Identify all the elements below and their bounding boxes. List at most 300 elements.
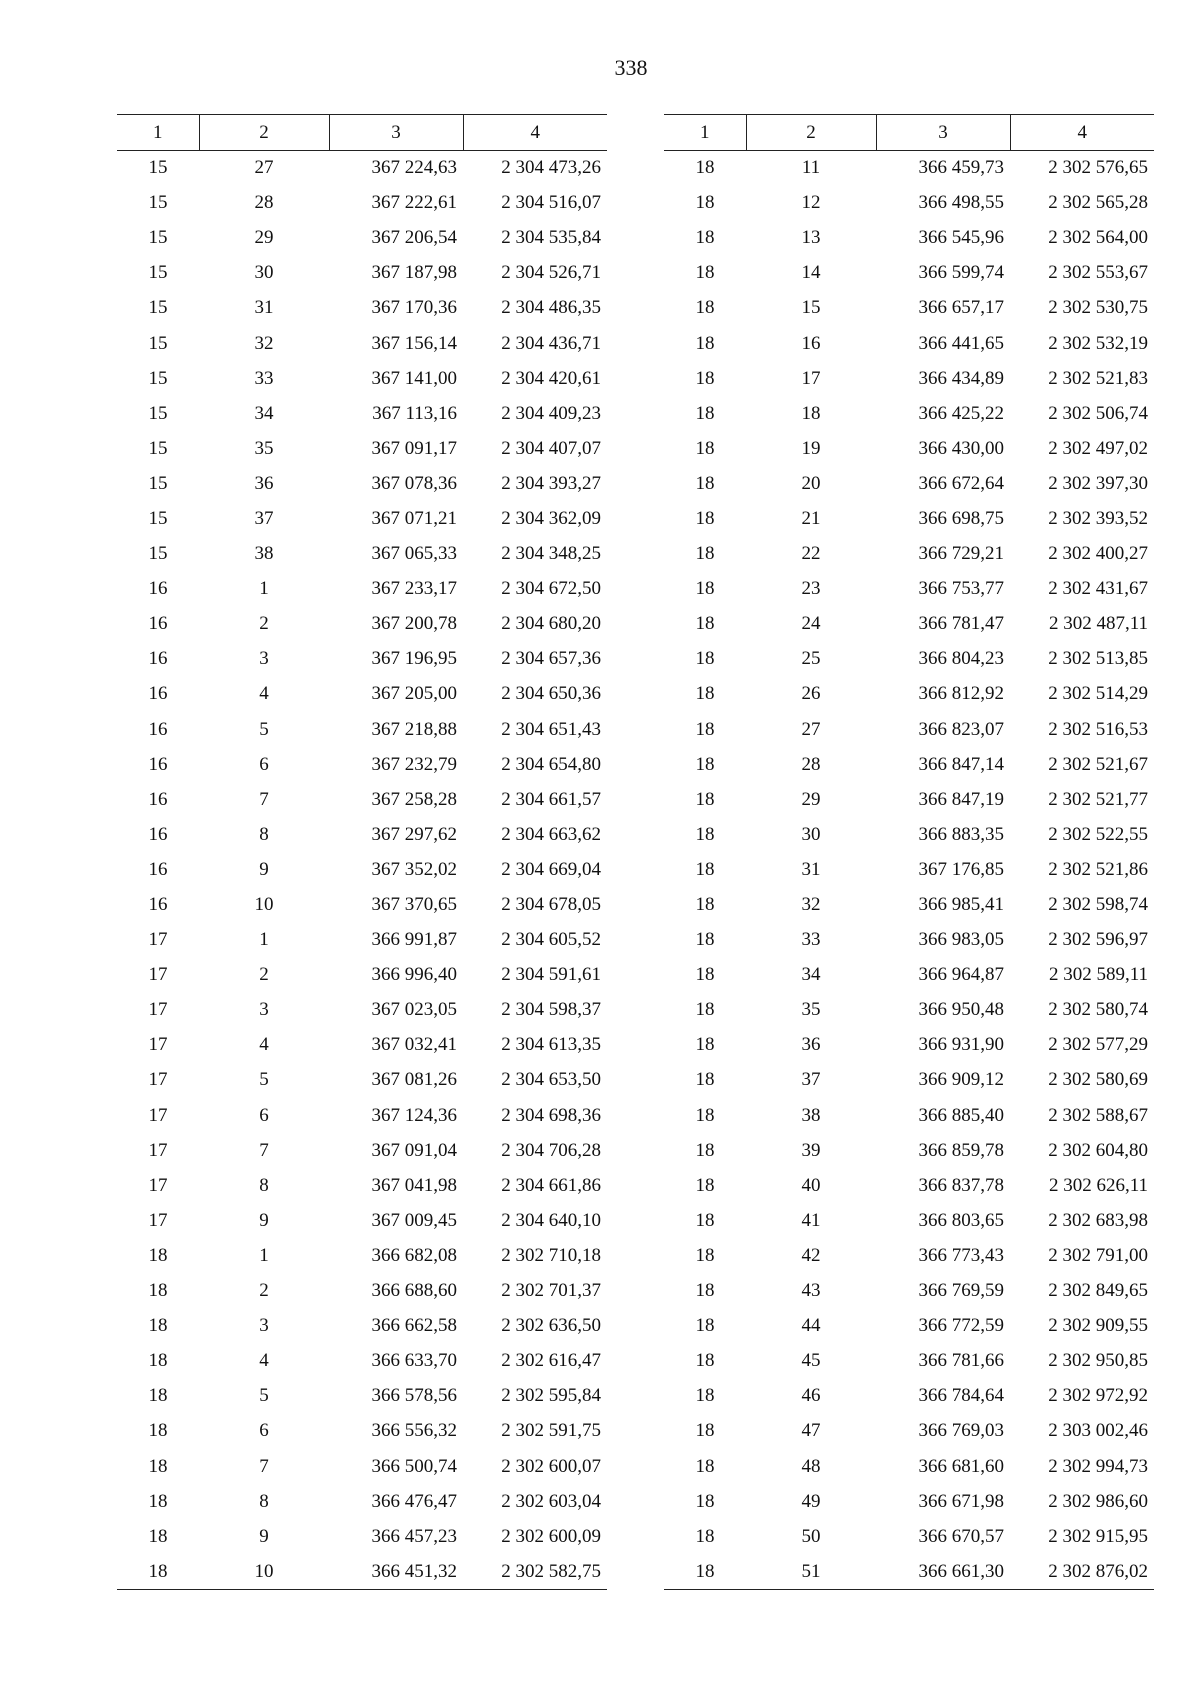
point-number-cell: 9 (259, 1209, 269, 1231)
coordinate-x-cell: 366 599,74 (918, 262, 1004, 284)
coordinate-x-cell: 366 885,40 (918, 1104, 1004, 1126)
contour-number-cell: 18 (695, 683, 715, 705)
contour-number-cell: 18 (117, 1554, 199, 1589)
coordinate-y-cell: 2 302 876,02 (1010, 1554, 1154, 1589)
point-number-cell: 51 (746, 1554, 876, 1589)
contour-number-cell: 18 (695, 1104, 715, 1126)
coordinate-x-cell: 366 500,74 (371, 1455, 457, 1477)
coordinate-x-cell: 366 909,12 (918, 1069, 1004, 1091)
table-row (664, 1414, 1154, 1449)
point-number-cell: 4 (259, 1350, 269, 1372)
contour-number-cell: 18 (695, 1420, 715, 1442)
coordinate-x-cell: 367 078,36 (371, 472, 457, 494)
table-row (664, 887, 1154, 922)
coordinate-y-cell: 2 302 589,11 (1048, 964, 1148, 986)
point-number-cell: 1 (259, 1244, 269, 1266)
coordinate-y-cell: 2 304 486,35 (501, 297, 601, 319)
point-number-cell: 37 (801, 1069, 821, 1091)
point-number-cell: 33 (801, 929, 821, 951)
contour-number-cell: 16 (148, 718, 168, 740)
contour-number-cell: 15 (148, 262, 168, 284)
coordinate-y-cell: 2 303 002,46 (1048, 1420, 1148, 1442)
point-number-cell: 37 (254, 507, 274, 529)
coordinate-y-cell: 2 304 362,09 (501, 507, 601, 529)
contour-number-cell: 18 (148, 1385, 168, 1407)
coordinate-y-cell: 2 302 513,85 (1048, 648, 1148, 670)
coordinate-x-cell: 367 091,17 (371, 437, 457, 459)
coordinate-x-cell: 367 258,28 (371, 788, 457, 810)
coordinate-x-cell: 367 065,33 (371, 543, 457, 565)
contour-number-cell: 17 (148, 964, 168, 986)
table-row (117, 466, 607, 501)
point-number-cell: 27 (801, 718, 821, 740)
contour-number-cell: 15 (148, 507, 168, 529)
coordinate-y-cell: 2 302 950,85 (1048, 1350, 1148, 1372)
coordinate-x-cell: 367 218,88 (371, 718, 457, 740)
coordinate-x-cell: 366 950,48 (918, 999, 1004, 1021)
point-number-cell: 23 (801, 578, 821, 600)
contour-number-cell: 15 (148, 227, 168, 249)
point-number-cell: 19 (801, 437, 821, 459)
contour-number-cell: 15 (148, 157, 168, 179)
coordinate-x-cell: 367 176,85 (918, 858, 1004, 880)
coordinate-y-cell: 2 302 626,11 (1048, 1174, 1148, 1196)
contour-number-cell: 16 (148, 788, 168, 810)
table-row (117, 782, 607, 817)
point-number-cell: 10 (199, 1554, 329, 1589)
contour-number-cell: 16 (148, 753, 168, 775)
table-row (664, 923, 1154, 958)
coordinate-x-cell: 367 352,02 (371, 858, 457, 880)
coordinate-x-cell: 366 698,75 (918, 507, 1004, 529)
contour-number-cell: 18 (148, 1280, 168, 1302)
coordinate-y-cell: 2 304 348,25 (501, 543, 601, 565)
table-row (117, 1203, 607, 1238)
coordinate-y-cell: 2 302 591,75 (501, 1420, 601, 1442)
coordinate-x-cell: 367 222,61 (371, 192, 457, 214)
table-row (117, 291, 607, 326)
point-number-cell: 17 (801, 367, 821, 389)
table-row (664, 1028, 1154, 1063)
table-row (664, 747, 1154, 782)
table-header-row (664, 115, 1154, 151)
coordinate-x-cell: 367 124,36 (371, 1104, 457, 1126)
point-number-cell: 32 (801, 894, 821, 916)
contour-number-cell: 16 (148, 578, 168, 600)
column-header-3: 3 (329, 115, 463, 151)
contour-number-cell: 18 (695, 929, 715, 951)
coordinate-y-cell: 2 304 653,50 (501, 1069, 601, 1091)
contour-number-cell: 17 (148, 1104, 168, 1126)
contour-number-cell: 18 (695, 1385, 715, 1407)
table-row (664, 326, 1154, 361)
table-row (664, 1238, 1154, 1273)
table-row (117, 572, 607, 607)
column-header-1: 1 (117, 115, 199, 151)
coordinate-y-cell: 2 304 535,84 (501, 227, 601, 249)
coordinates-table-left (117, 114, 607, 1590)
coordinate-x-cell: 367 023,05 (371, 999, 457, 1021)
table-row (664, 1379, 1154, 1414)
coordinate-y-cell: 2 304 516,07 (501, 192, 601, 214)
table-row (117, 256, 607, 291)
coordinate-y-cell: 2 304 393,27 (501, 472, 601, 494)
coordinate-y-cell: 2 302 553,67 (1048, 262, 1148, 284)
coordinate-y-cell: 2 302 516,53 (1048, 718, 1148, 740)
table-row (117, 1449, 607, 1484)
coordinate-y-cell: 2 302 521,83 (1048, 367, 1148, 389)
point-number-cell: 47 (801, 1420, 821, 1442)
contour-number-cell: 16 (148, 648, 168, 670)
coordinate-y-cell: 2 304 669,04 (501, 858, 601, 880)
coordinate-y-cell: 2 304 613,35 (501, 1034, 601, 1056)
contour-number-cell: 18 (148, 1525, 168, 1547)
table-row (664, 817, 1154, 852)
coordinate-y-cell: 2 302 595,84 (501, 1385, 601, 1407)
coordinate-x-cell: 366 556,32 (371, 1420, 457, 1442)
point-number-cell: 34 (801, 964, 821, 986)
point-number-cell: 29 (801, 788, 821, 810)
coordinate-x-cell: 366 451,32 (329, 1554, 463, 1589)
table-row (117, 993, 607, 1028)
coordinate-y-cell: 2 304 672,50 (501, 578, 601, 600)
contour-number-cell: 18 (695, 823, 715, 845)
table-row (117, 501, 607, 536)
table-row (117, 221, 607, 256)
table-row (664, 1203, 1154, 1238)
point-number-cell: 36 (801, 1034, 821, 1056)
table-row (664, 1098, 1154, 1133)
coordinate-y-cell: 2 302 521,77 (1048, 788, 1148, 810)
contour-number-cell: 18 (695, 1315, 715, 1337)
coordinate-x-cell: 366 729,21 (918, 543, 1004, 565)
point-number-cell: 30 (801, 823, 821, 845)
coordinate-x-cell: 367 232,79 (371, 753, 457, 775)
table-row (664, 1484, 1154, 1519)
point-number-cell: 33 (254, 367, 274, 389)
coordinate-x-cell: 366 476,47 (371, 1490, 457, 1512)
point-number-cell: 48 (801, 1455, 821, 1477)
coordinate-x-cell: 366 784,64 (918, 1385, 1004, 1407)
coordinate-x-cell: 366 670,57 (918, 1525, 1004, 1547)
coordinate-y-cell: 2 302 487,11 (1048, 613, 1148, 635)
coordinate-x-cell: 366 425,22 (918, 402, 1004, 424)
coordinate-x-cell: 366 804,23 (918, 648, 1004, 670)
contour-number-cell: 18 (695, 1139, 715, 1161)
point-number-cell: 25 (801, 648, 821, 670)
contour-number-cell: 15 (148, 367, 168, 389)
point-number-cell: 8 (259, 823, 269, 845)
coordinate-y-cell: 2 302 915,95 (1048, 1525, 1148, 1547)
point-number-cell: 49 (801, 1490, 821, 1512)
column-header-3: 3 (876, 115, 1010, 151)
coordinate-y-cell: 2 304 651,43 (501, 718, 601, 740)
table-row (117, 747, 607, 782)
point-number-cell: 8 (259, 1174, 269, 1196)
contour-number-cell: 18 (695, 1350, 715, 1372)
point-number-cell: 32 (254, 332, 274, 354)
coordinate-x-cell: 366 985,41 (918, 894, 1004, 916)
coordinate-y-cell: 2 302 582,75 (463, 1554, 607, 1589)
column-header-2: 2 (746, 115, 876, 151)
coordinate-y-cell: 2 304 409,23 (501, 402, 601, 424)
contour-number-cell: 18 (695, 437, 715, 459)
coordinate-y-cell: 2 302 603,04 (501, 1490, 601, 1512)
coordinate-y-cell: 2 304 678,05 (501, 894, 601, 916)
point-number-cell: 7 (259, 788, 269, 810)
column-header-4: 4 (463, 115, 607, 151)
coordinate-y-cell: 2 302 564,00 (1048, 227, 1148, 249)
coordinate-x-cell: 367 196,95 (371, 648, 457, 670)
point-number-cell: 15 (801, 297, 821, 319)
coordinate-y-cell: 2 302 580,74 (1048, 999, 1148, 1021)
table-row (117, 1168, 607, 1203)
coordinate-x-cell: 366 661,30 (876, 1554, 1010, 1589)
table-row (664, 782, 1154, 817)
coordinate-x-cell: 366 688,60 (371, 1280, 457, 1302)
table-row (664, 361, 1154, 396)
table-row (117, 958, 607, 993)
contour-number-cell: 17 (148, 999, 168, 1021)
coordinate-y-cell: 2 302 522,55 (1048, 823, 1148, 845)
coordinate-y-cell: 2 304 698,36 (501, 1104, 601, 1126)
contour-number-cell: 18 (695, 1209, 715, 1231)
table-row (664, 1133, 1154, 1168)
table-row (664, 1449, 1154, 1484)
coordinate-y-cell: 2 304 654,80 (501, 753, 601, 775)
point-number-cell: 38 (254, 543, 274, 565)
contour-number-cell: 18 (695, 192, 715, 214)
coordinate-x-cell: 367 156,14 (371, 332, 457, 354)
contour-number-cell: 18 (695, 367, 715, 389)
coordinate-x-cell: 366 837,78 (918, 1174, 1004, 1196)
table-row (117, 887, 607, 922)
table-row (117, 817, 607, 852)
coordinate-x-cell: 366 781,47 (918, 613, 1004, 635)
coordinate-y-cell: 2 302 588,67 (1048, 1104, 1148, 1126)
table-row (117, 1309, 607, 1344)
point-number-cell: 18 (801, 402, 821, 424)
table-row (117, 677, 607, 712)
contour-number-cell: 18 (695, 999, 715, 1021)
table-row (117, 151, 607, 186)
coordinate-x-cell: 367 233,17 (371, 578, 457, 600)
point-number-cell: 1 (259, 578, 269, 600)
contour-number-cell: 15 (148, 297, 168, 319)
coordinate-y-cell: 2 304 657,36 (501, 648, 601, 670)
coordinate-x-cell: 366 769,59 (918, 1280, 1004, 1302)
coordinate-x-cell: 367 081,26 (371, 1069, 457, 1091)
table-row (664, 572, 1154, 607)
coordinate-x-cell: 366 772,59 (918, 1315, 1004, 1337)
contour-number-cell: 15 (148, 332, 168, 354)
point-number-cell: 24 (801, 613, 821, 635)
contour-number-cell: 18 (695, 1490, 715, 1512)
contour-number-cell: 18 (148, 1350, 168, 1372)
point-number-cell: 27 (254, 157, 274, 179)
coordinate-y-cell: 2 302 683,98 (1048, 1209, 1148, 1231)
coordinate-x-cell: 366 545,96 (918, 227, 1004, 249)
contour-number-cell: 15 (148, 472, 168, 494)
coordinate-y-cell: 2 304 473,26 (501, 157, 601, 179)
contour-number-cell: 18 (148, 1315, 168, 1337)
coordinate-x-cell: 366 434,89 (918, 367, 1004, 389)
point-number-cell: 44 (801, 1315, 821, 1337)
table-row (664, 501, 1154, 536)
point-number-cell: 31 (801, 858, 821, 880)
table-row (664, 1309, 1154, 1344)
contour-number-cell: 18 (695, 1280, 715, 1302)
table-row (117, 1379, 607, 1414)
coordinate-y-cell: 2 302 972,92 (1048, 1385, 1148, 1407)
point-number-cell: 11 (801, 157, 821, 179)
coordinate-x-cell: 367 032,41 (371, 1034, 457, 1056)
contour-number-cell: 18 (695, 1525, 715, 1547)
point-number-cell: 26 (801, 683, 821, 705)
coordinate-x-cell: 366 681,60 (918, 1455, 1004, 1477)
contour-number-cell: 18 (695, 1244, 715, 1266)
contour-number-cell: 18 (695, 753, 715, 775)
contour-number-cell: 18 (695, 472, 715, 494)
point-number-cell: 39 (801, 1139, 821, 1161)
coordinate-x-cell: 367 041,98 (371, 1174, 457, 1196)
contour-number-cell: 17 (148, 1209, 168, 1231)
coordinate-y-cell: 2 302 506,74 (1048, 402, 1148, 424)
coordinate-x-cell: 366 803,65 (918, 1209, 1004, 1231)
table-row (117, 396, 607, 431)
coordinate-x-cell: 366 633,70 (371, 1350, 457, 1372)
point-number-cell: 41 (801, 1209, 821, 1231)
point-number-cell: 9 (259, 1525, 269, 1547)
coordinate-y-cell: 2 302 600,09 (501, 1525, 601, 1547)
contour-number-cell: 18 (695, 578, 715, 600)
coordinate-x-cell: 367 370,65 (371, 894, 457, 916)
coordinate-x-cell: 367 091,04 (371, 1139, 457, 1161)
table-row (117, 1028, 607, 1063)
coordinate-x-cell: 366 991,87 (371, 929, 457, 951)
coordinate-x-cell: 367 187,98 (371, 262, 457, 284)
coordinate-x-cell: 367 297,62 (371, 823, 457, 845)
coordinate-y-cell: 2 302 514,29 (1048, 683, 1148, 705)
coordinate-x-cell: 367 224,63 (371, 157, 457, 179)
coordinate-x-cell: 366 682,08 (371, 1244, 457, 1266)
column-header-1: 1 (664, 115, 746, 151)
contour-number-cell: 18 (695, 157, 715, 179)
table-row (664, 537, 1154, 572)
table-row (664, 431, 1154, 466)
coordinate-y-cell: 2 302 521,86 (1048, 858, 1148, 880)
point-number-cell: 35 (801, 999, 821, 1021)
table-row (117, 1063, 607, 1098)
contour-number-cell: 16 (148, 858, 168, 880)
contour-number-cell: 16 (148, 683, 168, 705)
coordinate-y-cell: 2 304 663,62 (501, 823, 601, 845)
point-number-cell: 6 (259, 1104, 269, 1126)
column-header-4: 4 (1010, 115, 1154, 151)
contour-number-cell: 18 (695, 1455, 715, 1477)
coordinate-y-cell: 2 302 431,67 (1048, 578, 1148, 600)
coordinate-x-cell: 366 769,03 (918, 1420, 1004, 1442)
table-row (664, 712, 1154, 747)
coordinate-x-cell: 366 753,77 (918, 578, 1004, 600)
contour-number-cell: 17 (148, 929, 168, 951)
contour-number-cell: 15 (148, 192, 168, 214)
coordinate-y-cell: 2 302 393,52 (1048, 507, 1148, 529)
table-row (117, 1519, 607, 1554)
point-number-cell: 13 (801, 227, 821, 249)
coordinate-y-cell: 2 304 420,61 (501, 367, 601, 389)
coordinate-x-cell: 367 141,00 (371, 367, 457, 389)
table-row (664, 607, 1154, 642)
coordinate-x-cell: 366 964,87 (918, 964, 1004, 986)
coordinate-x-cell: 366 847,19 (918, 788, 1004, 810)
table-row (664, 291, 1154, 326)
contour-number-cell: 15 (148, 543, 168, 565)
coordinate-y-cell: 2 304 661,57 (501, 788, 601, 810)
point-number-cell: 4 (259, 683, 269, 705)
coordinate-y-cell: 2 302 986,60 (1048, 1490, 1148, 1512)
coordinate-y-cell: 2 304 436,71 (501, 332, 601, 354)
contour-number-cell: 18 (695, 332, 715, 354)
coordinate-y-cell: 2 302 530,75 (1048, 297, 1148, 319)
coordinate-y-cell: 2 304 640,10 (501, 1209, 601, 1231)
point-number-cell: 16 (801, 332, 821, 354)
point-number-cell: 50 (801, 1525, 821, 1547)
table-row (664, 186, 1154, 221)
coordinate-y-cell: 2 302 521,67 (1048, 753, 1148, 775)
page-number: 338 (614, 55, 648, 80)
table-body-left (117, 151, 607, 1590)
point-number-cell: 1 (259, 929, 269, 951)
table-row (117, 852, 607, 887)
table-row (117, 1344, 607, 1379)
point-number-cell: 8 (259, 1490, 269, 1512)
table-row (117, 1484, 607, 1519)
point-number-cell: 30 (254, 262, 274, 284)
contour-number-cell: 18 (695, 788, 715, 810)
table-row (117, 1133, 607, 1168)
coordinate-y-cell: 2 302 604,80 (1048, 1139, 1148, 1161)
coordinate-y-cell: 2 304 605,52 (501, 929, 601, 951)
table-row (117, 1098, 607, 1133)
table-row (117, 1554, 607, 1589)
coordinate-y-cell: 2 302 576,65 (1048, 157, 1148, 179)
coordinate-x-cell: 367 009,45 (371, 1209, 457, 1231)
coordinate-y-cell: 2 302 532,19 (1048, 332, 1148, 354)
point-number-cell: 14 (801, 262, 821, 284)
table-row (117, 642, 607, 677)
coordinate-x-cell: 366 457,23 (371, 1525, 457, 1547)
point-number-cell: 43 (801, 1280, 821, 1302)
table-row (664, 958, 1154, 993)
contour-number-cell: 18 (695, 613, 715, 635)
coordinate-y-cell: 2 302 596,97 (1048, 929, 1148, 951)
coordinate-x-cell: 366 441,65 (918, 332, 1004, 354)
coordinate-x-cell: 367 170,36 (371, 297, 457, 319)
table-row (664, 642, 1154, 677)
point-number-cell: 22 (801, 543, 821, 565)
point-number-cell: 3 (259, 1315, 269, 1337)
column-header-2: 2 (199, 115, 329, 151)
table-row (664, 993, 1154, 1028)
table-header-row (117, 115, 607, 151)
table-row (664, 1274, 1154, 1309)
contour-number-cell: 18 (148, 1490, 168, 1512)
coordinate-x-cell: 366 430,00 (918, 437, 1004, 459)
point-number-cell: 36 (254, 472, 274, 494)
coordinate-x-cell: 366 578,56 (371, 1385, 457, 1407)
table-row (664, 256, 1154, 291)
